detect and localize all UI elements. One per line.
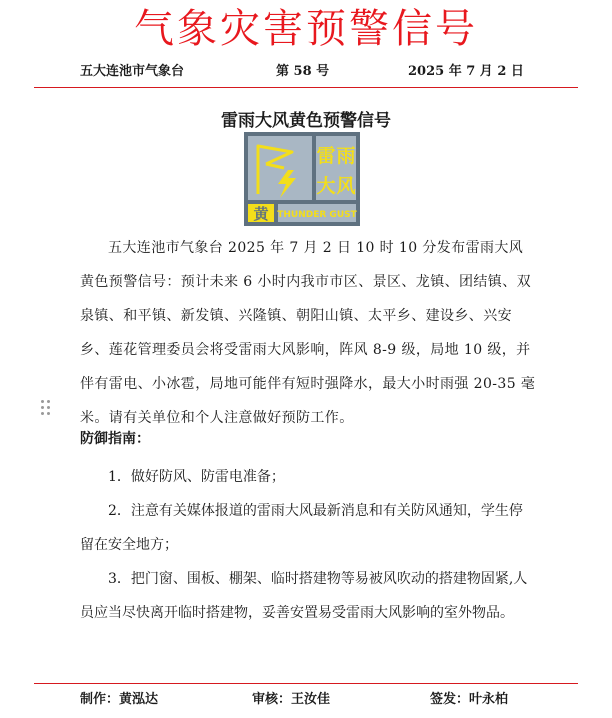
issue-date: 2025 年 7 月 2 日 bbox=[408, 64, 524, 79]
notice-body: 五大连池市气象台 2025 年 7 月 2 日 10 时 10 分发布雷雨大风黄色预警信号：预计未来 6 小时内我市市区、景区、龙镇、团结镇、双泉镇、和平镇、新发镇、兴隆镇、朝阳山镇、太平乡、建设乡、兴安乡、莲花管理委员会将受雷雨大风影响，阵风 8-9 级，局地 10 级，并伴有雷电、小冰雹，局地可能伴有短时强降水，最大小时雨强 20-35 毫米。请有关单位和个人注意做好预防工作。 bbox=[80, 240, 536, 426]
signer-signature: 签发：叶永柏 bbox=[430, 692, 509, 707]
thunder-gust-yellow-signal-icon bbox=[244, 132, 360, 226]
issue-number: 第 58 号 bbox=[276, 64, 330, 79]
signal-english-text: THUNDER GUST bbox=[277, 210, 357, 220]
signal-char: 风 bbox=[336, 175, 356, 197]
guide-item: 3．把门窗、围板、棚架、临时搭建物等易被风吹动的搭建物固紧,人员应当尽快离开临时搭建物，妥善安置易受雷雨大风影响的室外物品。 bbox=[80, 571, 528, 621]
signal-char: 雨 bbox=[336, 145, 356, 167]
guide-item: 2．注意有关媒体报道的雷雨大风最新消息和有关防风通知，学生停留在安全地方； bbox=[80, 503, 523, 553]
notice-title: 雷雨大风黄色预警信号 bbox=[221, 111, 391, 131]
drag-handle-icon[interactable] bbox=[41, 400, 51, 418]
header-divider bbox=[34, 87, 578, 88]
guide-heading: 防御指南： bbox=[80, 431, 150, 447]
signal-char: 大 bbox=[316, 175, 336, 197]
signal-level-char: 黄 bbox=[253, 205, 269, 223]
reviewer-signature: 审核：王汝佳 bbox=[252, 692, 331, 707]
maker-signature: 制作：黄泓达 bbox=[80, 692, 159, 707]
guide-item: 1．做好防风、防雷电准备； bbox=[108, 469, 285, 485]
signal-char: 雷 bbox=[316, 145, 336, 167]
issuer-name: 五大连池市气象台 bbox=[80, 64, 185, 79]
footer-divider bbox=[34, 683, 578, 684]
document-title: 气象灾害预警信号 bbox=[134, 6, 478, 52]
